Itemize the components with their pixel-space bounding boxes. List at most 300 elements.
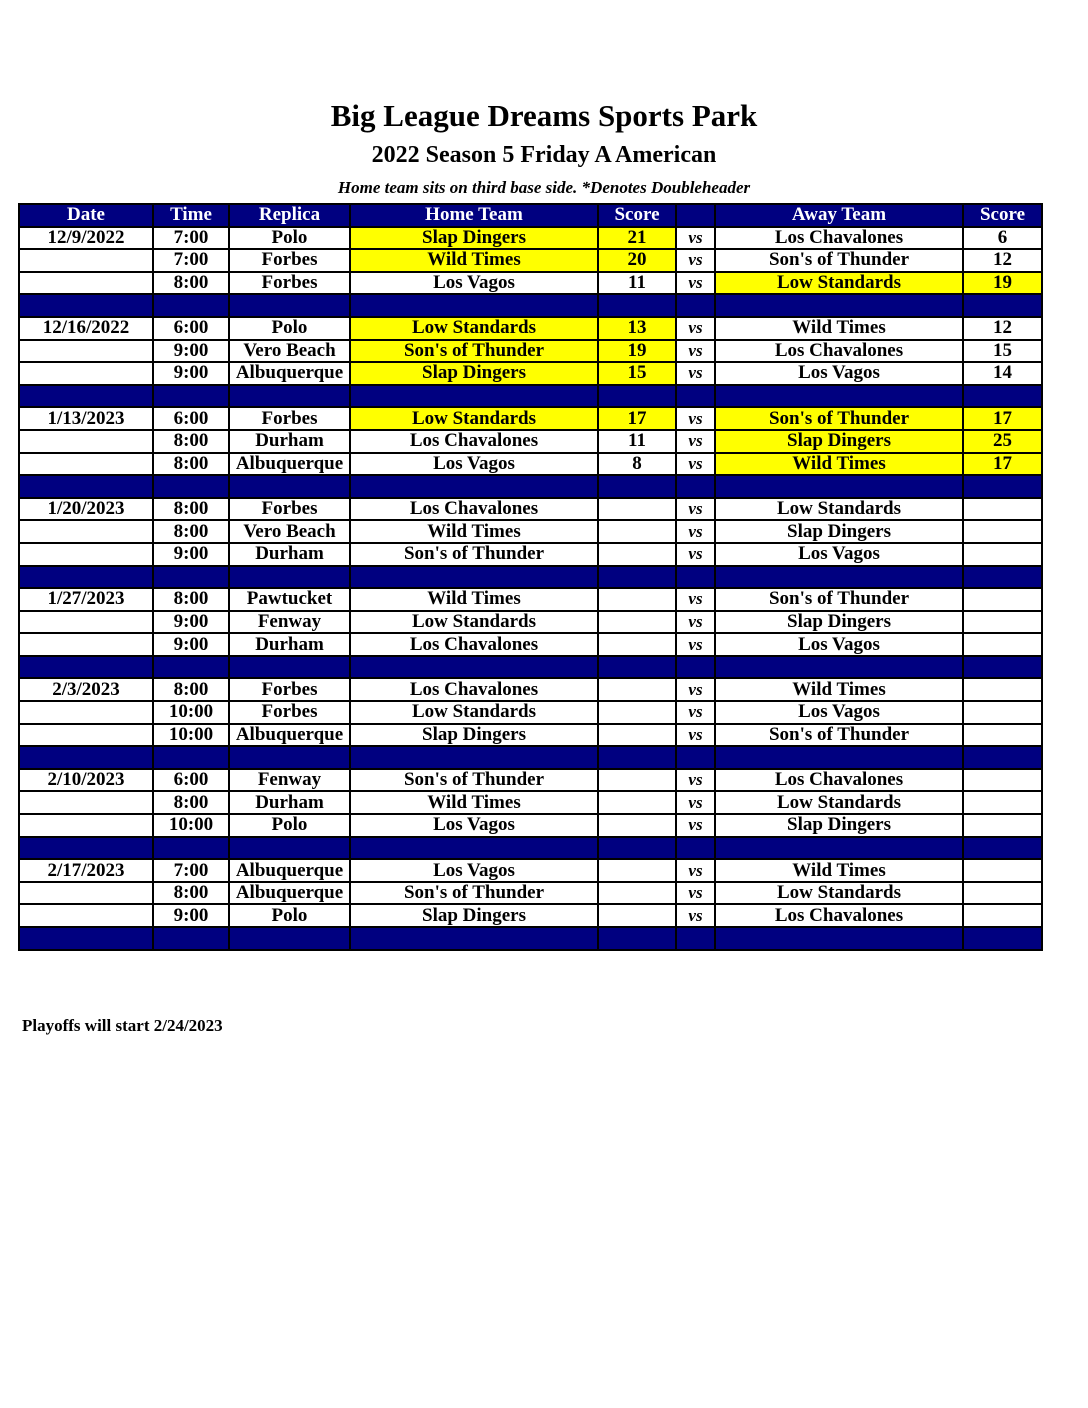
table-row <box>19 611 1042 634</box>
week-separator-row <box>19 475 1042 498</box>
home-team-cell: Los Vagos <box>350 272 598 295</box>
replica-cell: Fenway <box>229 611 350 634</box>
away-team-cell: Los Vagos <box>715 701 963 724</box>
away-score-cell <box>963 724 1042 747</box>
table-row <box>19 272 1042 295</box>
time-cell: 8:00 <box>153 430 229 453</box>
separator-cell <box>350 385 598 408</box>
away-score-cell: 17 <box>963 407 1042 430</box>
away-score-cell: 14 <box>963 362 1042 385</box>
time-cell: 6:00 <box>153 317 229 340</box>
replica-cell: Durham <box>229 430 350 453</box>
separator-cell <box>715 475 963 498</box>
home-team-cell: Wild Times <box>350 249 598 272</box>
time-cell: 8:00 <box>153 588 229 611</box>
separator-cell <box>676 475 715 498</box>
replica-cell: Polo <box>229 904 350 927</box>
separator-cell <box>963 294 1042 317</box>
separator-cell <box>19 927 153 950</box>
date-cell: 1/13/2023 <box>19 407 153 430</box>
table-row <box>19 769 1042 792</box>
vs-cell: vs <box>676 814 715 837</box>
date-cell: 1/27/2023 <box>19 588 153 611</box>
time-cell: 9:00 <box>153 633 229 656</box>
date-cell <box>19 249 153 272</box>
time-cell: 10:00 <box>153 814 229 837</box>
separator-cell <box>598 656 676 679</box>
table-row <box>19 317 1042 340</box>
table-row <box>19 543 1042 566</box>
table-row <box>19 340 1042 363</box>
away-team-cell: Wild Times <box>715 678 963 701</box>
home-team-cell: Wild Times <box>350 588 598 611</box>
home-team-cell: Los Chavalones <box>350 498 598 521</box>
date-cell <box>19 520 153 543</box>
time-cell: 7:00 <box>153 249 229 272</box>
away-team-cell: Low Standards <box>715 272 963 295</box>
date-cell <box>19 633 153 656</box>
date-cell <box>19 882 153 905</box>
replica-cell: Vero Beach <box>229 520 350 543</box>
week-separator-row <box>19 385 1042 408</box>
date-cell <box>19 543 153 566</box>
time-cell: 9:00 <box>153 611 229 634</box>
vs-cell: vs <box>676 859 715 882</box>
home-team-cell: Wild Times <box>350 791 598 814</box>
table-row <box>19 520 1042 543</box>
separator-cell <box>963 566 1042 589</box>
separator-cell <box>676 385 715 408</box>
column-header-home-team: Home Team <box>350 204 598 227</box>
home-team-cell: Slap Dingers <box>350 362 598 385</box>
separator-cell <box>350 927 598 950</box>
home-score-cell: 19 <box>598 340 676 363</box>
date-cell <box>19 453 153 476</box>
away-score-cell <box>963 859 1042 882</box>
separator-cell <box>153 656 229 679</box>
away-score-cell: 12 <box>963 249 1042 272</box>
home-score-cell <box>598 701 676 724</box>
separator-cell <box>598 837 676 860</box>
separator-cell <box>715 566 963 589</box>
week-separator-row <box>19 837 1042 860</box>
table-row <box>19 859 1042 882</box>
table-row <box>19 498 1042 521</box>
away-score-cell <box>963 814 1042 837</box>
table-row <box>19 904 1042 927</box>
date-cell: 12/9/2022 <box>19 227 153 250</box>
away-team-cell: Slap Dingers <box>715 520 963 543</box>
vs-cell: vs <box>676 430 715 453</box>
away-score-cell <box>963 520 1042 543</box>
separator-cell <box>19 385 153 408</box>
separator-cell <box>963 746 1042 769</box>
away-score-cell <box>963 701 1042 724</box>
separator-cell <box>350 566 598 589</box>
date-cell <box>19 611 153 634</box>
time-cell: 6:00 <box>153 769 229 792</box>
vs-cell: vs <box>676 588 715 611</box>
away-score-cell: 15 <box>963 340 1042 363</box>
home-team-cell: Low Standards <box>350 407 598 430</box>
table-row <box>19 407 1042 430</box>
time-cell: 8:00 <box>153 791 229 814</box>
replica-cell: Polo <box>229 317 350 340</box>
column-header-vs <box>676 204 715 227</box>
replica-cell: Forbes <box>229 249 350 272</box>
replica-cell: Albuquerque <box>229 882 350 905</box>
separator-cell <box>715 837 963 860</box>
time-cell: 8:00 <box>153 272 229 295</box>
home-score-cell: 11 <box>598 430 676 453</box>
vs-cell: vs <box>676 724 715 747</box>
date-cell <box>19 814 153 837</box>
table-row <box>19 701 1042 724</box>
column-header-replica: Replica <box>229 204 350 227</box>
date-cell <box>19 701 153 724</box>
separator-cell <box>715 746 963 769</box>
away-team-cell: Slap Dingers <box>715 611 963 634</box>
vs-cell: vs <box>676 904 715 927</box>
home-team-cell: Son's of Thunder <box>350 543 598 566</box>
away-team-cell: Low Standards <box>715 882 963 905</box>
away-team-cell: Wild Times <box>715 859 963 882</box>
separator-cell <box>153 837 229 860</box>
table-row <box>19 814 1042 837</box>
away-team-cell: Los Chavalones <box>715 769 963 792</box>
vs-cell: vs <box>676 340 715 363</box>
separator-cell <box>598 746 676 769</box>
date-cell: 1/20/2023 <box>19 498 153 521</box>
home-team-cell: Los Vagos <box>350 814 598 837</box>
home-team-cell: Los Chavalones <box>350 633 598 656</box>
replica-cell: Forbes <box>229 498 350 521</box>
separator-cell <box>153 566 229 589</box>
away-score-cell <box>963 543 1042 566</box>
away-team-cell: Los Vagos <box>715 633 963 656</box>
home-score-cell <box>598 498 676 521</box>
away-score-cell: 17 <box>963 453 1042 476</box>
home-team-cell: Slap Dingers <box>350 227 598 250</box>
separator-cell <box>350 294 598 317</box>
vs-cell: vs <box>676 407 715 430</box>
time-cell: 9:00 <box>153 543 229 566</box>
home-score-cell: 20 <box>598 249 676 272</box>
home-score-cell <box>598 543 676 566</box>
separator-cell <box>350 746 598 769</box>
table-header-row <box>19 204 1042 227</box>
separator-cell <box>229 656 350 679</box>
away-team-cell: Low Standards <box>715 791 963 814</box>
replica-cell: Forbes <box>229 272 350 295</box>
home-team-cell: Low Standards <box>350 317 598 340</box>
away-team-cell: Los Vagos <box>715 543 963 566</box>
home-score-cell <box>598 520 676 543</box>
week-separator-row <box>19 927 1042 950</box>
date-cell <box>19 904 153 927</box>
home-score-cell: 8 <box>598 453 676 476</box>
replica-cell: Pawtucket <box>229 588 350 611</box>
time-cell: 6:00 <box>153 407 229 430</box>
vs-cell: vs <box>676 611 715 634</box>
away-team-cell: Son's of Thunder <box>715 588 963 611</box>
away-score-cell: 12 <box>963 317 1042 340</box>
separator-cell <box>229 475 350 498</box>
separator-cell <box>963 475 1042 498</box>
home-score-cell <box>598 724 676 747</box>
separator-cell <box>963 656 1042 679</box>
separator-cell <box>153 746 229 769</box>
replica-cell: Forbes <box>229 407 350 430</box>
vs-cell: vs <box>676 633 715 656</box>
away-team-cell: Los Chavalones <box>715 904 963 927</box>
replica-cell: Fenway <box>229 769 350 792</box>
table-row <box>19 453 1042 476</box>
replica-cell: Polo <box>229 814 350 837</box>
home-team-cell: Los Chavalones <box>350 678 598 701</box>
separator-cell <box>350 656 598 679</box>
schedule-body <box>19 227 1042 950</box>
replica-cell: Vero Beach <box>229 340 350 363</box>
replica-cell: Forbes <box>229 678 350 701</box>
separator-cell <box>153 385 229 408</box>
separator-cell <box>229 927 350 950</box>
separator-cell <box>19 294 153 317</box>
away-score-cell: 19 <box>963 272 1042 295</box>
date-cell <box>19 362 153 385</box>
away-team-cell: Son's of Thunder <box>715 249 963 272</box>
away-score-cell <box>963 588 1042 611</box>
separator-cell <box>229 294 350 317</box>
away-team-cell: Slap Dingers <box>715 814 963 837</box>
vs-cell: vs <box>676 362 715 385</box>
separator-cell <box>598 385 676 408</box>
vs-cell: vs <box>676 317 715 340</box>
home-score-cell: 15 <box>598 362 676 385</box>
separator-cell <box>963 837 1042 860</box>
week-separator-row <box>19 566 1042 589</box>
away-team-cell: Slap Dingers <box>715 430 963 453</box>
away-score-cell <box>963 611 1042 634</box>
away-team-cell: Son's of Thunder <box>715 407 963 430</box>
table-row <box>19 588 1042 611</box>
column-header-away-score: Score <box>963 204 1042 227</box>
replica-cell: Polo <box>229 227 350 250</box>
vs-cell: vs <box>676 882 715 905</box>
time-cell: 10:00 <box>153 724 229 747</box>
home-team-cell: Wild Times <box>350 520 598 543</box>
replica-cell: Durham <box>229 791 350 814</box>
separator-cell <box>715 927 963 950</box>
away-team-cell: Wild Times <box>715 317 963 340</box>
separator-cell <box>229 746 350 769</box>
week-separator-row <box>19 746 1042 769</box>
home-score-cell <box>598 678 676 701</box>
playoffs-note: Playoffs will start 2/24/2023 <box>22 1016 223 1035</box>
vs-cell: vs <box>676 678 715 701</box>
time-cell: 8:00 <box>153 882 229 905</box>
table-row <box>19 249 1042 272</box>
separator-cell <box>598 927 676 950</box>
separator-cell <box>19 656 153 679</box>
home-score-cell <box>598 904 676 927</box>
column-header-date: Date <box>19 204 153 227</box>
away-score-cell <box>963 904 1042 927</box>
date-cell: 12/16/2022 <box>19 317 153 340</box>
time-cell: 10:00 <box>153 701 229 724</box>
date-cell <box>19 272 153 295</box>
home-team-cell: Los Chavalones <box>350 430 598 453</box>
away-score-cell <box>963 882 1042 905</box>
table-row <box>19 724 1042 747</box>
separator-cell <box>19 566 153 589</box>
separator-cell <box>598 566 676 589</box>
away-team-cell: Son's of Thunder <box>715 724 963 747</box>
time-cell: 8:00 <box>153 678 229 701</box>
vs-cell: vs <box>676 543 715 566</box>
vs-cell: vs <box>676 272 715 295</box>
home-score-cell <box>598 611 676 634</box>
column-header-time: Time <box>153 204 229 227</box>
separator-cell <box>715 294 963 317</box>
separator-cell <box>350 837 598 860</box>
away-team-cell: Wild Times <box>715 453 963 476</box>
time-cell: 9:00 <box>153 340 229 363</box>
date-cell <box>19 791 153 814</box>
separator-cell <box>153 927 229 950</box>
time-cell: 9:00 <box>153 904 229 927</box>
schedule-table <box>18 203 1043 951</box>
separator-cell <box>153 294 229 317</box>
table-row <box>19 227 1042 250</box>
away-team-cell: Los Vagos <box>715 362 963 385</box>
separator-cell <box>598 294 676 317</box>
replica-cell: Albuquerque <box>229 453 350 476</box>
away-score-cell <box>963 678 1042 701</box>
schedule-note: Home team sits on third base side. *Denotes Doubleheader <box>337 178 751 197</box>
column-header-away-team: Away Team <box>715 204 963 227</box>
home-score-cell <box>598 882 676 905</box>
table-row <box>19 791 1042 814</box>
separator-cell <box>676 837 715 860</box>
time-cell: 7:00 <box>153 859 229 882</box>
date-cell: 2/3/2023 <box>19 678 153 701</box>
separator-cell <box>676 294 715 317</box>
separator-cell <box>229 837 350 860</box>
separator-cell <box>19 475 153 498</box>
home-team-cell: Low Standards <box>350 701 598 724</box>
separator-cell <box>715 385 963 408</box>
home-team-cell: Los Vagos <box>350 859 598 882</box>
away-score-cell <box>963 791 1042 814</box>
table-row <box>19 633 1042 656</box>
separator-cell <box>676 746 715 769</box>
vs-cell: vs <box>676 498 715 521</box>
replica-cell: Forbes <box>229 701 350 724</box>
column-header-home-score: Score <box>598 204 676 227</box>
separator-cell <box>598 475 676 498</box>
table-row <box>19 362 1042 385</box>
separator-cell <box>19 746 153 769</box>
home-team-cell: Slap Dingers <box>350 904 598 927</box>
separator-cell <box>229 385 350 408</box>
replica-cell: Albuquerque <box>229 859 350 882</box>
home-score-cell: 13 <box>598 317 676 340</box>
home-score-cell <box>598 814 676 837</box>
table-row <box>19 882 1042 905</box>
time-cell: 7:00 <box>153 227 229 250</box>
home-team-cell: Slap Dingers <box>350 724 598 747</box>
home-team-cell: Los Vagos <box>350 453 598 476</box>
away-score-cell <box>963 498 1042 521</box>
home-score-cell: 11 <box>598 272 676 295</box>
page-subtitle: 2022 Season 5 Friday A American <box>371 142 717 168</box>
home-score-cell <box>598 588 676 611</box>
date-cell <box>19 340 153 363</box>
vs-cell: vs <box>676 520 715 543</box>
date-cell <box>19 724 153 747</box>
table-row <box>19 678 1042 701</box>
separator-cell <box>153 475 229 498</box>
time-cell: 8:00 <box>153 520 229 543</box>
separator-cell <box>350 475 598 498</box>
away-team-cell: Los Chavalones <box>715 340 963 363</box>
away-score-cell <box>963 633 1042 656</box>
home-team-cell: Son's of Thunder <box>350 769 598 792</box>
date-cell: 2/17/2023 <box>19 859 153 882</box>
vs-cell: vs <box>676 453 715 476</box>
time-cell: 8:00 <box>153 498 229 521</box>
separator-cell <box>19 837 153 860</box>
date-cell <box>19 430 153 453</box>
vs-cell: vs <box>676 249 715 272</box>
home-team-cell: Son's of Thunder <box>350 882 598 905</box>
home-score-cell: 21 <box>598 227 676 250</box>
time-cell: 9:00 <box>153 362 229 385</box>
week-separator-row <box>19 294 1042 317</box>
vs-cell: vs <box>676 791 715 814</box>
home-score-cell <box>598 633 676 656</box>
week-separator-row <box>19 656 1042 679</box>
vs-cell: vs <box>676 769 715 792</box>
page-title: Big League Dreams Sports Park <box>330 98 758 133</box>
home-score-cell: 17 <box>598 407 676 430</box>
table-row <box>19 430 1042 453</box>
separator-cell <box>676 927 715 950</box>
away-score-cell: 6 <box>963 227 1042 250</box>
away-team-cell: Low Standards <box>715 498 963 521</box>
away-score-cell: 25 <box>963 430 1042 453</box>
time-cell: 8:00 <box>153 453 229 476</box>
away-score-cell <box>963 769 1042 792</box>
home-team-cell: Low Standards <box>350 611 598 634</box>
vs-cell: vs <box>676 701 715 724</box>
separator-cell <box>229 566 350 589</box>
separator-cell <box>715 656 963 679</box>
replica-cell: Albuquerque <box>229 724 350 747</box>
home-score-cell <box>598 859 676 882</box>
date-cell: 2/10/2023 <box>19 769 153 792</box>
home-team-cell: Son's of Thunder <box>350 340 598 363</box>
home-score-cell <box>598 769 676 792</box>
replica-cell: Durham <box>229 543 350 566</box>
away-team-cell: Los Chavalones <box>715 227 963 250</box>
separator-cell <box>963 385 1042 408</box>
separator-cell <box>676 656 715 679</box>
replica-cell: Albuquerque <box>229 362 350 385</box>
replica-cell: Durham <box>229 633 350 656</box>
home-score-cell <box>598 791 676 814</box>
